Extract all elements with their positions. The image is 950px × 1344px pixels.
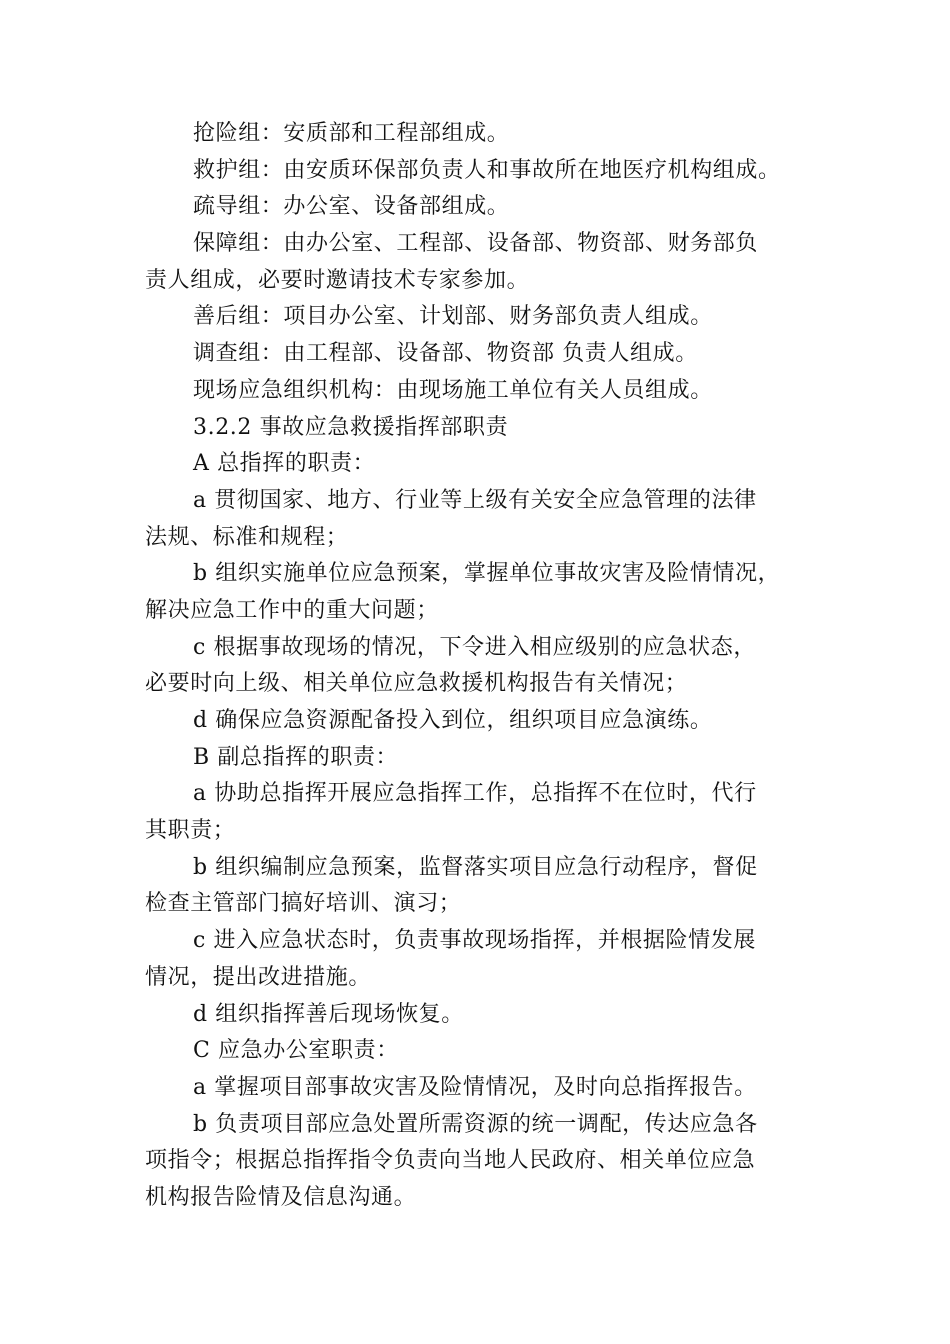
text-line: C 应急办公室职责：: [193, 1038, 399, 1064]
text-line: 情况，提出改进措施。: [145, 964, 372, 990]
text-line: 其职责；: [145, 818, 236, 844]
text-line: A 总指挥的职责：: [193, 451, 376, 477]
text-line: 检查主管部门搞好培训、演习；: [145, 891, 462, 917]
paragraph: [145, 1033, 815, 1070]
paragraph: [145, 116, 815, 153]
paragraph: [145, 740, 815, 777]
text-line: c 进入应急状态时，负责事故现场指挥，并根据险情发展: [193, 928, 756, 954]
text-line: a 贯彻国家、地方、行业等上级有关安全应急管理的法律: [193, 487, 757, 513]
text-line: 法规、标准和规程；: [145, 524, 349, 550]
text-line: 责人组成，必要时邀请技术专家参加。: [145, 267, 530, 293]
paragraph: [145, 153, 815, 190]
paragraph: [145, 336, 815, 373]
text-line: 3.2.2 事故应急救援指挥部职责: [193, 414, 509, 440]
text-line: 解决应急工作中的重大问题；: [145, 597, 439, 623]
text-line: 保障组：由办公室、工程部、设备部、物资部、财务部负: [193, 231, 759, 257]
text-line: 项指令；根据总指挥指令负责向当地人民政府、相关单位应急: [145, 1148, 756, 1174]
paragraph: [145, 299, 815, 336]
text-line: 机构报告险情及信息沟通。: [145, 1184, 417, 1210]
paragraph: [145, 1070, 815, 1107]
paragraph: [145, 703, 815, 740]
paragraph: [145, 630, 815, 703]
paragraph: [145, 923, 815, 996]
text-line: 现场应急组织机构：由现场施工单位有关人员组成。: [193, 377, 713, 403]
text-line: a 掌握项目部事故灾害及险情情况，及时向总指挥报告。: [193, 1074, 757, 1100]
text-line: 调查组：由工程部、设备部、物资部 负责人组成。: [193, 341, 698, 367]
paragraph: [145, 483, 815, 556]
paragraph: [145, 776, 815, 849]
text-line: b 负责项目部应急处置所需资源的统一调配，传达应急各: [193, 1111, 758, 1137]
text-line: d 确保应急资源配备投入到位，组织项目应急演练。: [193, 708, 713, 733]
text-line: 救护组：由安质环保部负责人和事故所在地医疗机构组成。: [193, 157, 781, 183]
paragraph: [145, 850, 815, 923]
text-line: B 副总指挥的职责：: [193, 744, 399, 770]
paragraph: [145, 446, 815, 483]
text-line: b 组织编制应急预案，监督落实项目应急行动程序，督促: [193, 854, 758, 880]
text-line: 必要时向上级、相关单位应急救援机构报告有关情况；: [145, 671, 688, 697]
text-line: c 根据事故现场的情况，下令进入相应级别的应急状态，: [193, 634, 756, 660]
paragraph: [145, 556, 815, 629]
text-line: a 协助总指挥开展应急指挥工作，总指挥不在位时，代行: [193, 781, 757, 807]
text-line: 疏导组：办公室、设备部组成。: [193, 194, 510, 220]
paragraph: [145, 410, 815, 447]
paragraph: [145, 373, 815, 410]
paragraph: [145, 997, 815, 1034]
document-body: [145, 116, 815, 1217]
text-line: d 组织指挥善后现场恢复。: [193, 1001, 464, 1027]
text-line: 抢险组：安质部和工程部组成。: [193, 121, 510, 146]
paragraph: [145, 189, 815, 226]
paragraph: [145, 226, 815, 299]
text-line: 善后组：项目办公室、计划部、财务部负责人组成。: [193, 304, 713, 330]
paragraph: [145, 1107, 815, 1217]
text-line: b 组织实施单位应急预案，掌握单位事故灾害及险情情况，: [193, 561, 781, 587]
